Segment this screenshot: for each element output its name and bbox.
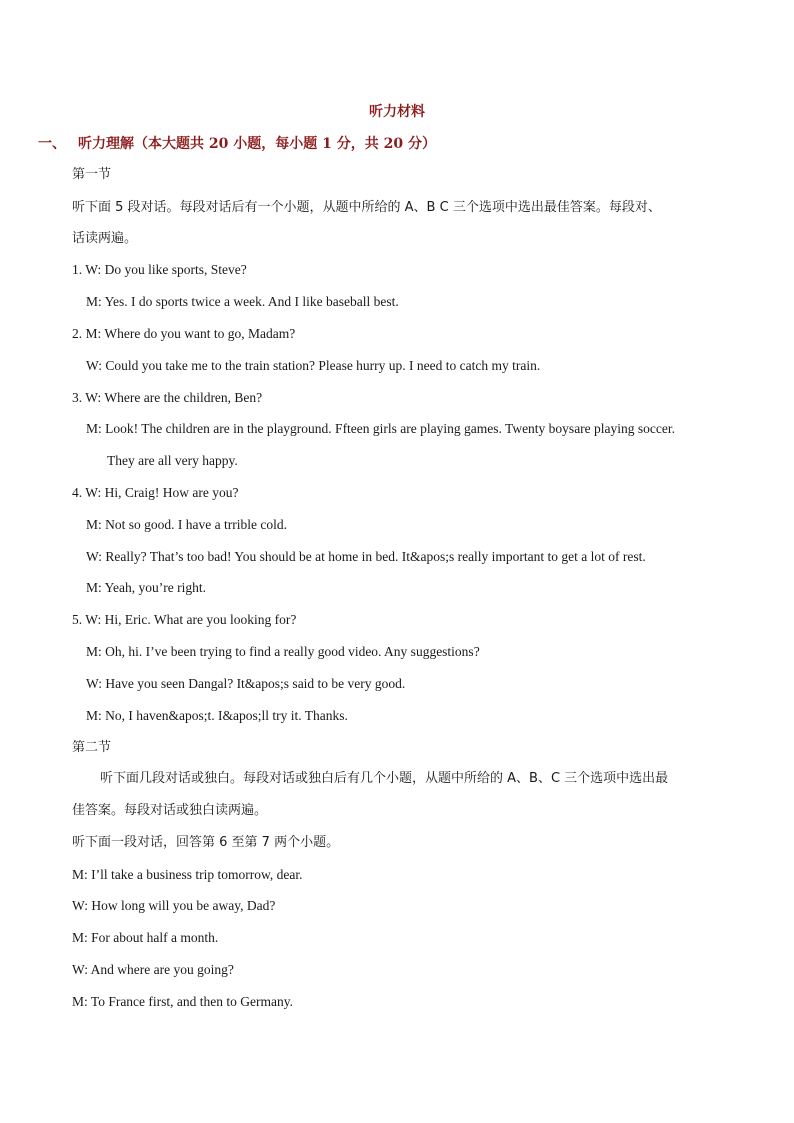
- dialogue-4-line-3: W: Really? That’s too bad! You should be at home in bed. It&apos;s really important to get a lot of rest.: [86, 549, 646, 564]
- dialogue-4-line-4: M: Yeah, you’re right.: [86, 580, 206, 595]
- dialogue-1-line-1: 1. W: Do you like sports, Steve?: [72, 262, 247, 277]
- dialogue-2-line-1: 2. M: Where do you want to go, Madam?: [72, 326, 296, 341]
- part2-line-1: M: I’ll take a business trip tomorrow, dear.: [72, 867, 303, 882]
- dialogue-1-line-2: M: Yes. I do sports twice a week. And I like baseball best.: [86, 294, 399, 309]
- part2-label: 第二节: [72, 740, 112, 755]
- part2-line-2: W: How long will you be away, Dad?: [72, 898, 276, 913]
- part2-line-3: M: For about half a month.: [72, 930, 219, 945]
- dialogue-5-line-2: M: Oh, hi. I’ve been trying to find a really good video. Any suggestions?: [86, 644, 480, 659]
- dialogue-3-line-3: They are all very happy.: [107, 453, 238, 468]
- dialogue-5-line-4: M: No, I haven&apos;t. I&apos;ll try it. Thanks.: [86, 708, 348, 723]
- dialogue-4-line-2: M: Not so good. I have a trrible cold.: [86, 517, 287, 532]
- section-number: 一、: [38, 136, 66, 152]
- dialogue-5-line-1: 5. W: Hi, Eric. What are you looking for?: [72, 612, 297, 627]
- dialogue-3-line-1: 3. W: Where are the children, Ben?: [72, 390, 263, 405]
- section-heading: [38, 133, 436, 153]
- dialogue-3-line-2: M: Look! The children are in the playground. Ffteen girls are playing games. Twenty boysare playing soccer.: [86, 421, 676, 436]
- dialogue-4-line-1: 4. W: Hi, Craig! How are you?: [72, 485, 239, 500]
- dialogue-2-line-2: W: Could you take me to the train station? Please hurry up. I need to catch my train.: [86, 358, 541, 373]
- part1-instruction-line1: 听下面 5 段对话。每段对话后有一个小题，从题中所给的 A、B C 三个选项中选出最佳答案。每段对、: [72, 200, 661, 215]
- part2-sub-instruction: 听下面一段对话，回答第 6 至第 7 两个小题。: [72, 835, 340, 850]
- part2-line-5: M: To France first, and then to Germany.: [72, 994, 294, 1009]
- part1-instruction-line2: 话读两遍。: [72, 231, 138, 246]
- part2-line-4: W: And where are you going?: [72, 962, 234, 977]
- section-title: 听力理解（本大题共 20 小题，每小题 1 分，共 20 分）: [78, 136, 436, 152]
- part1-label: 第一节: [72, 167, 112, 182]
- dialogue-5-line-3: W: Have you seen Dangal? It&apos;s said to be very good.: [86, 676, 406, 691]
- page-title: 听力材料: [369, 104, 425, 120]
- part2-instruction-line1: 听下面几段对话或独白。每段对话或独白后有几个小题，从题中所给的 A、B、C 三个选项中选出最: [100, 771, 669, 786]
- part2-instruction-line2: 佳答案。每段对话或独白读两遍。: [72, 803, 268, 818]
